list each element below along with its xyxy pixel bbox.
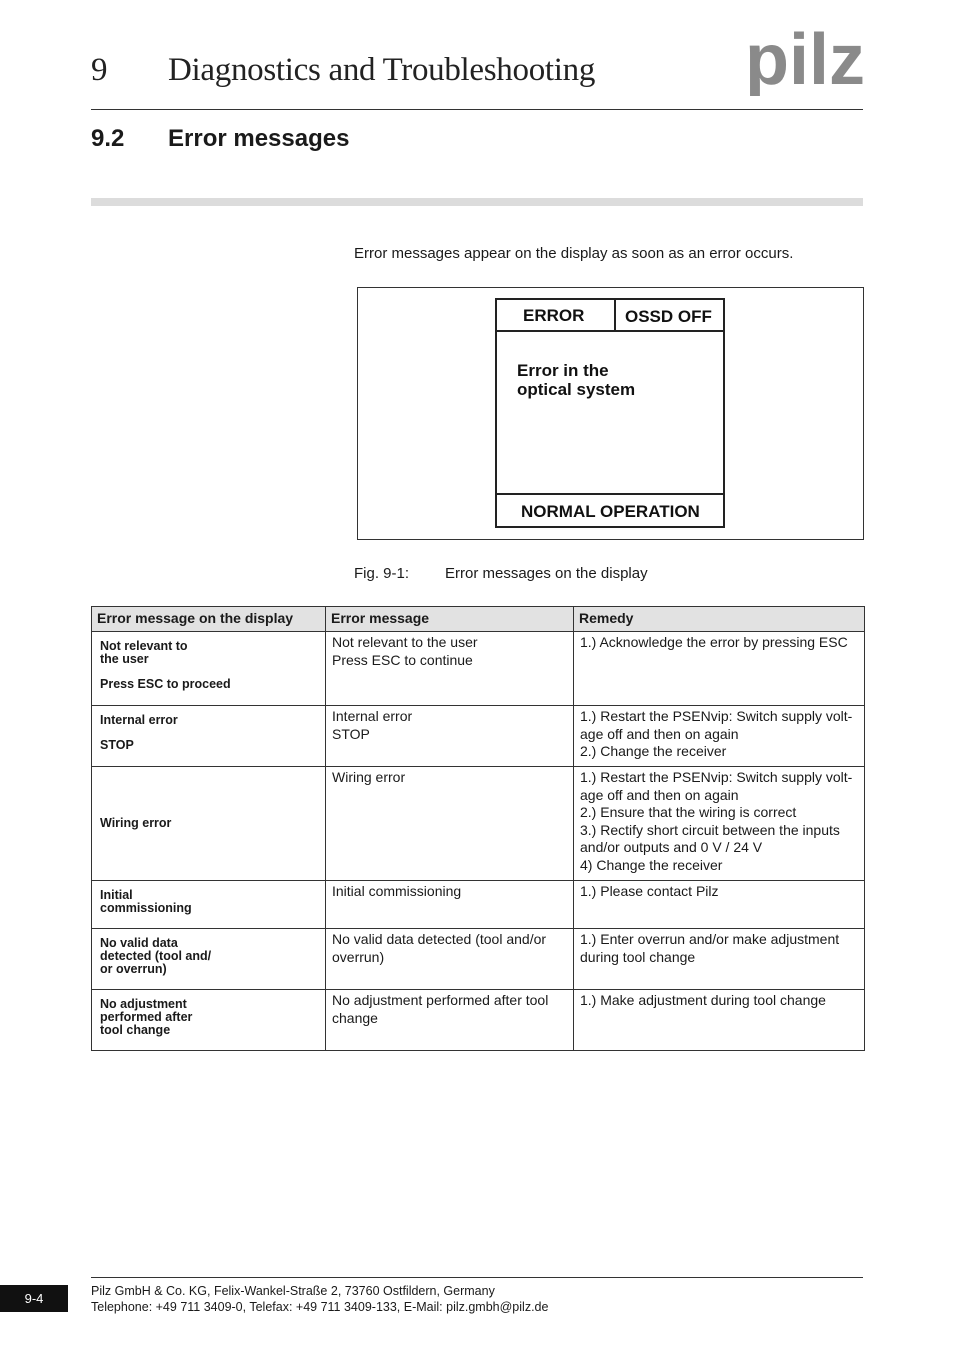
- figure-label: Fig. 9-1:: [354, 565, 410, 582]
- footer-rule: [91, 1277, 863, 1278]
- footer-contact: Telephone: +49 711 3409-0, Telefax: +49 711 3409-133, E-Mail: pilz.gmbh@pilz.de: [91, 1300, 549, 1314]
- section-title: Error messages: [168, 125, 350, 152]
- cell-line: Initial: [100, 888, 133, 902]
- cell-line: 3.) Rectify short circuit between the inputs: [580, 821, 840, 838]
- message-cell: [326, 706, 574, 767]
- intro-paragraph: Error messages appear on the display as soon as an error occurs.: [354, 245, 794, 262]
- cell-line: No adjustment: [100, 997, 187, 1011]
- cell-line: Not relevant to: [100, 639, 188, 653]
- display-text-cell: [92, 990, 326, 1051]
- cell-line: and/or outputs and 0 V / 24 V: [580, 839, 763, 856]
- remedy-cell: [574, 881, 865, 929]
- cell-line: 1.) Acknowledge the error by pressing ESC: [580, 634, 848, 650]
- remedy-cell: [574, 767, 865, 881]
- cell-line: Press ESC to continue: [332, 651, 473, 668]
- table-row: [92, 929, 865, 990]
- cell-line: 1.) Restart the PSENvip: Switch supply volt-: [580, 708, 853, 724]
- cell-line: during tool change: [580, 948, 696, 965]
- cell-line: 1.) Make adjustment during tool change: [580, 992, 826, 1008]
- footer-address: Pilz GmbH & Co. KG, Felix-Wankel-Straße 2, 73760 Ostfildern, Germany: [91, 1284, 495, 1298]
- display-text-cell: [92, 881, 326, 929]
- display-text-cell: [92, 706, 326, 767]
- display-mode-text: NORMAL OPERATION: [521, 502, 700, 521]
- error-messages-table: [91, 606, 865, 1051]
- cell-line: STOP: [332, 725, 370, 742]
- cell-line: detected (tool and/: [100, 949, 212, 963]
- table-row: [92, 706, 865, 767]
- cell-line: 1.) Enter overrun and/or make adjustment: [580, 931, 840, 947]
- table-row: [92, 767, 865, 881]
- cell-line: 1.) Restart the PSENvip: Switch supply volt-: [580, 769, 853, 785]
- display-status-ossd: OSSD OFF: [625, 307, 712, 326]
- pilz-logo: [745, 22, 867, 101]
- cell-line: Press ESC to proceed: [100, 677, 231, 691]
- cell-line: overrun): [332, 948, 385, 965]
- cell-line: tool change: [100, 1023, 171, 1037]
- section-divider-bar: [91, 198, 863, 206]
- cell-line: No adjustment performed after tool: [332, 992, 549, 1008]
- table-row: [92, 632, 865, 706]
- cell-line: Wiring error: [100, 816, 172, 830]
- cell-line: No valid data detected (tool and/or: [332, 931, 547, 947]
- message-cell: [326, 881, 574, 929]
- section-number: 9.2: [91, 125, 125, 152]
- header-rule: [91, 109, 863, 110]
- cell-line: 2.) Change the receiver: [580, 743, 727, 760]
- cell-line: No valid data: [100, 936, 178, 950]
- chapter-number: 9: [91, 52, 108, 88]
- message-cell: [326, 990, 574, 1051]
- cell-line: Not relevant to the user: [332, 634, 478, 650]
- cell-line: 1.) Please contact Pilz: [580, 883, 719, 899]
- cell-line: commissioning: [100, 901, 192, 915]
- page-number: 9-4: [0, 1285, 68, 1312]
- display-footer-divider: [495, 493, 725, 495]
- display-text-cell: [92, 767, 326, 881]
- cell-line: Initial commissioning: [332, 883, 462, 899]
- cell-line: performed after: [100, 1010, 193, 1024]
- table-header-row: [92, 607, 865, 632]
- display-text-cell: [92, 929, 326, 990]
- display-message-line: Error in the: [517, 361, 609, 380]
- cell-line: Internal error: [332, 708, 413, 724]
- cell-line: 4) Change the receiver: [580, 856, 723, 873]
- remedy-cell: [574, 706, 865, 767]
- column-header-display: Error message on the display: [92, 607, 326, 632]
- display-status-divider: [495, 330, 725, 332]
- remedy-cell: [574, 990, 865, 1051]
- display-text-cell: [92, 632, 326, 706]
- message-cell: [326, 632, 574, 706]
- table-row: [92, 990, 865, 1051]
- remedy-cell: [574, 632, 865, 706]
- cell-line: Internal error: [100, 713, 178, 727]
- message-cell: [326, 767, 574, 881]
- cell-line: the user: [100, 652, 149, 666]
- pilz-logo-text: pilz: [745, 22, 865, 96]
- cell-line: or overrun): [100, 962, 167, 976]
- cell-line: change: [332, 1009, 378, 1026]
- column-header-message: Error message: [326, 607, 574, 632]
- cell-line: 2.) Ensure that the wiring is correct: [580, 804, 797, 821]
- cell-line: age off and then on again: [580, 786, 739, 803]
- table-row: [92, 881, 865, 929]
- message-cell: [326, 929, 574, 990]
- remedy-cell: [574, 929, 865, 990]
- display-status-separator: [614, 298, 616, 332]
- figure-caption: Error messages on the display: [445, 565, 648, 582]
- display-message-line: optical system: [517, 380, 636, 399]
- cell-line: STOP: [100, 738, 134, 752]
- column-header-remedy: Remedy: [574, 607, 865, 632]
- chapter-title: Diagnostics and Troubleshooting: [168, 52, 596, 88]
- display-status-error: ERROR: [523, 306, 585, 325]
- cell-line: Wiring error: [332, 769, 406, 785]
- cell-line: age off and then on again: [580, 725, 739, 742]
